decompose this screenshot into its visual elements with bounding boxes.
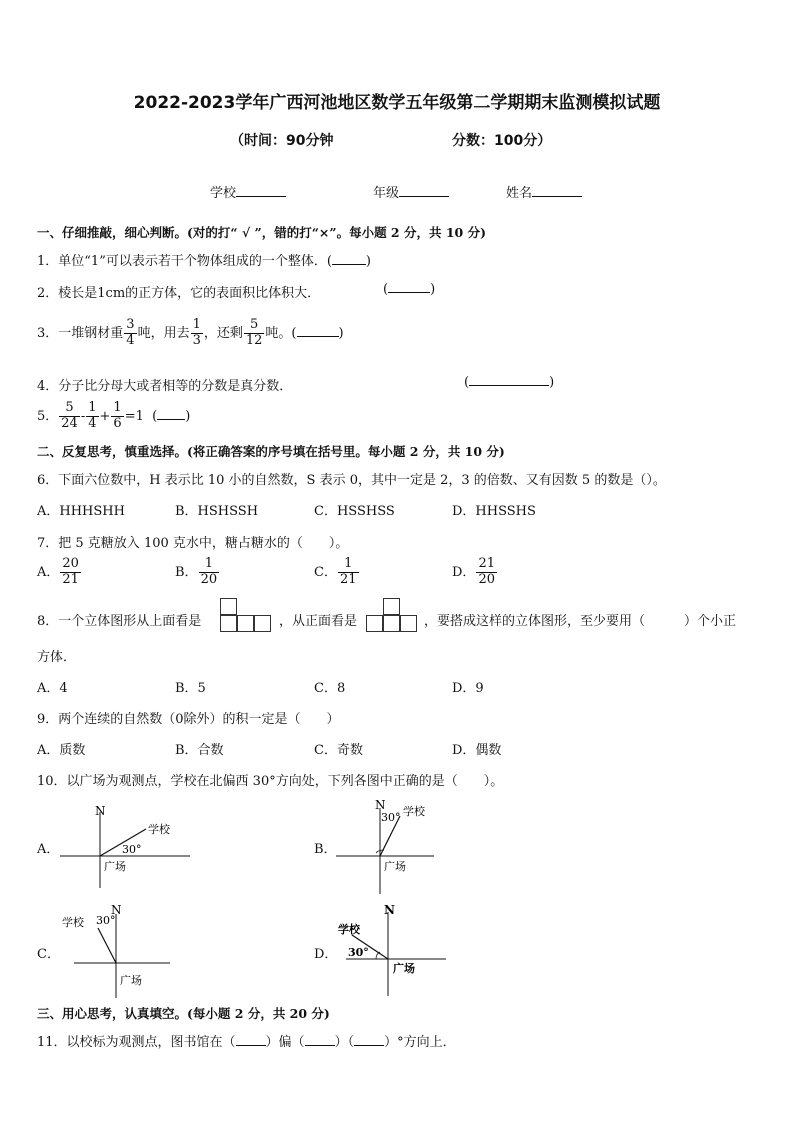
answer-blank[interactable] (469, 385, 549, 386)
answer-blank[interactable] (297, 336, 339, 337)
angle-label: 30° (122, 843, 142, 856)
q8-option-b[interactable]: B．5 (175, 681, 206, 696)
section-3-heading: 三、用心思考，认真填空。(每小题 2 分，共 20 分) (37, 1006, 330, 1021)
q7-option-b[interactable]: B． $\frac{1}{20}$ (175, 556, 218, 587)
q10-option-d-label[interactable]: D． (314, 947, 338, 962)
question-8-part-c: ，要搭成这样的立体图形，至少要用（ ）个小正 (424, 614, 737, 629)
question-10: 10．以广场为观测点，学校在北偏西 30°方向处，下列各图中正确的是（ ）。 (37, 774, 504, 789)
question-2: 2．棱长是1cm的正方体，它的表面积比体积大． (37, 286, 321, 301)
square-label: 广场 (120, 974, 142, 987)
top-view-figure (220, 598, 274, 634)
school-field[interactable]: 学校 (210, 182, 286, 201)
q6-option-d[interactable]: D．HHSSHS (452, 504, 536, 519)
question-11: 11．以校标为观测点，图书馆在（ ）偏（ ）（ ）°方向上． (37, 1035, 456, 1050)
q10-option-b-label[interactable]: B． (314, 842, 337, 857)
q9-option-c[interactable]: C．奇数 (314, 743, 363, 758)
q10-diagram-c[interactable] (60, 900, 175, 1000)
section-2-heading: 二、反复思考，慎重选择。(将正确答案的序号填在括号里。每小题 2 分，共 10 分) (37, 444, 505, 459)
square-label: 广场 (393, 962, 415, 975)
q7-option-c[interactable]: C． $\frac{1}{21}$ (314, 556, 357, 587)
question-4-answer: ( ) (464, 375, 555, 390)
q6-option-b[interactable]: B．HSHSSH (175, 504, 259, 519)
school-label: 学校 (403, 805, 425, 818)
square-label: 广场 (384, 860, 406, 873)
answer-blank[interactable] (332, 264, 366, 265)
q9-option-d[interactable]: D．偶数 (452, 743, 502, 758)
q7-option-d[interactable]: D． $\frac{21}{20}$ (452, 556, 495, 587)
angle-label: 30° (96, 914, 116, 927)
q6-option-a[interactable]: A．HHHSHH (37, 504, 125, 519)
q9-option-b[interactable]: B．合数 (175, 743, 224, 758)
question-2-answer: ( ) (383, 282, 436, 297)
north-label: N (95, 804, 106, 818)
question-8-part-d: 方体． (37, 650, 77, 665)
school-label: 学校 (62, 916, 84, 929)
q10-diagram-d[interactable] (336, 898, 451, 998)
page-title: 2022-2023学年广西河池地区数学五年级第二学期期末监测模拟试题 (133, 93, 661, 113)
question-7: 7．把 5 克糖放入 100 克水中，糖占糖水的（ ）。 (37, 536, 349, 551)
question-8-part-a: 8．一个立体图形从上面看是 (37, 614, 202, 629)
question-3: 3．一堆钢材重 $\frac{3}{4}$ 吨，用去 $\frac{1}{3}$ ，还剩 $\frac{5}{12}$ 吨。( ) (37, 317, 344, 348)
exam-time: （时间：90分钟 (230, 133, 334, 149)
question-8-part-b: ，从正面看是 (279, 614, 358, 629)
q10-diagram-a[interactable] (60, 800, 195, 890)
answer-blank[interactable] (305, 1045, 335, 1046)
answer-blank[interactable] (157, 419, 185, 420)
north-label: N (384, 903, 395, 917)
name-field[interactable]: 姓名 (506, 182, 582, 201)
section-1-heading: 一、仔细推敲，细心判断。(对的打“ √ ”，错的打“×”。每小题 2 分，共 10 分) (37, 225, 486, 240)
front-view-figure (366, 598, 420, 634)
q10-option-c-label[interactable]: C． (37, 947, 60, 962)
q8-option-c[interactable]: C．8 (314, 681, 346, 696)
question-1: 1．单位“1”可以表示若干个物体组成的一个整体．( ) (37, 254, 371, 269)
q10-diagram-b[interactable] (336, 796, 441, 896)
q6-option-c[interactable]: C．HSSHSS (314, 504, 395, 519)
answer-blank[interactable] (388, 292, 430, 293)
q8-option-d[interactable]: D．9 (452, 681, 484, 696)
q8-option-a[interactable]: A．4 (37, 681, 68, 696)
square-label: 广场 (104, 860, 126, 873)
answer-blank[interactable] (236, 1045, 266, 1046)
question-9: 9．两个连续的自然数（0除外）的积一定是（ ） (37, 712, 340, 727)
q7-option-a[interactable]: A． $\frac{20}{21}$ (37, 556, 79, 587)
question-6: 6．下面六位数中，H 表示比 10 小的自然数，S 表示 0，其中一定是 2，3 的倍数、又有因数 5 的数是（）。 (37, 473, 666, 488)
answer-blank[interactable] (354, 1045, 384, 1046)
north-label: N (375, 798, 386, 812)
exam-score: 分数：100分） (452, 133, 552, 149)
angle-label: 30° (381, 811, 401, 824)
school-label: 学校 (148, 823, 170, 836)
q9-option-a[interactable]: A．质数 (37, 743, 86, 758)
north-label: N (111, 903, 122, 917)
angle-label: 30° (348, 946, 369, 959)
grade-field[interactable]: 年级 (373, 182, 449, 201)
school-label: 学校 (338, 923, 360, 936)
q10-option-a-label[interactable]: A． (37, 842, 60, 857)
question-4: 4．分子比分母大或者相等的分数是真分数． (37, 379, 293, 394)
question-5: 5． $\frac{5}{24}$ - $\frac{1}{4}$ + $\frac{1}{6}$ =1 ( ) (37, 400, 191, 431)
